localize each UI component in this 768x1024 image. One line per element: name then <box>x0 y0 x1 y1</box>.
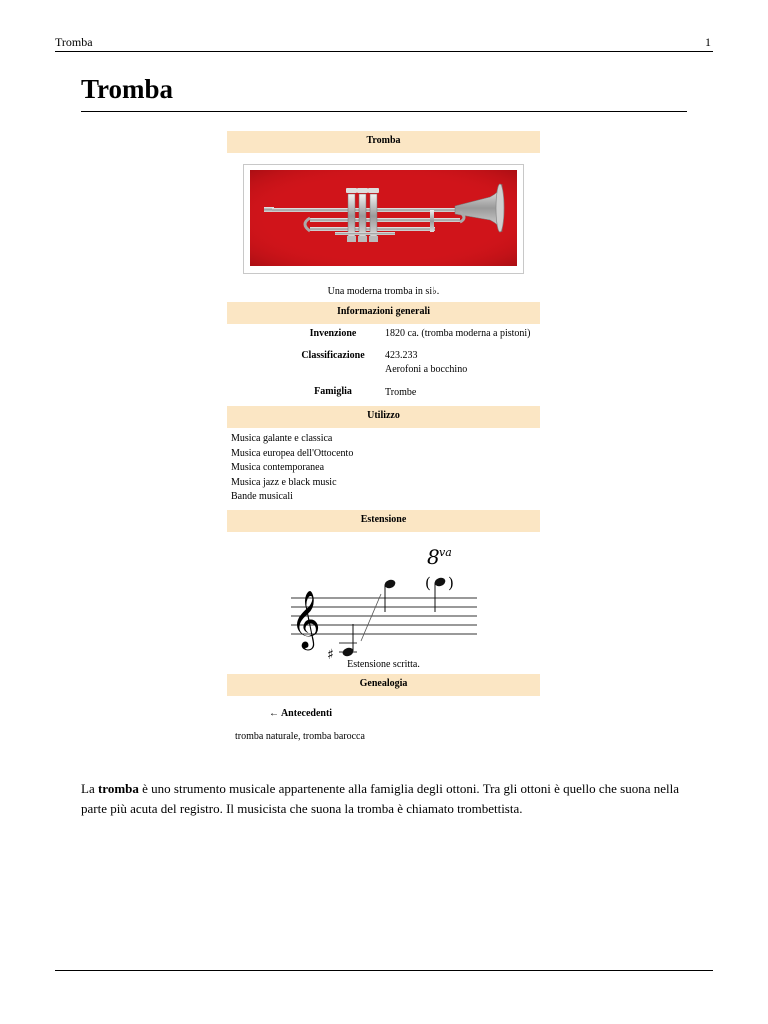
usage-item[interactable]: Musica contemporanea <box>231 462 325 473</box>
usage-list <box>227 428 540 510</box>
left-arrow-icon: ← <box>269 708 279 719</box>
infobox <box>227 131 540 752</box>
classification-code[interactable]: 423.233 <box>385 350 418 361</box>
usage-item[interactable]: Bande musicali <box>231 491 293 502</box>
ottava-mark: 8 <box>427 545 440 569</box>
page-title: Tromba <box>81 74 174 104</box>
running-header <box>55 35 713 52</box>
page-number: 1 <box>705 35 711 49</box>
classification-label: Classificazione <box>301 350 365 361</box>
range-notation <box>227 532 540 670</box>
classification-name[interactable]: Aerofoni a bocchino <box>385 364 468 375</box>
intro-paragraph: La tromba è uno strumento musicale appartenente alla famiglia degli ottoni. Tra gli ottoni è quello che suona nella parte più acuta del registro. Il musicista che suona la tromba è chiamato trombettista. <box>81 781 679 816</box>
antecedents-heading <box>269 708 332 719</box>
range-caption: Estensione scritta. <box>347 659 420 670</box>
footer-divider <box>55 970 713 971</box>
genealogy-header: Genealogia <box>227 674 540 696</box>
image-caption: Una moderna tromba in si♭. <box>327 286 440 297</box>
title-divider <box>81 111 687 112</box>
usage-item[interactable]: Musica europea dell'Ottocento <box>231 447 354 459</box>
svg-text:): ) <box>448 574 454 592</box>
bold-term: tromba <box>97 781 139 796</box>
svg-text:♯: ♯ <box>327 647 334 660</box>
antecedents <box>227 696 540 752</box>
trumpet-image[interactable] <box>243 164 524 274</box>
antecedents-list[interactable]: tromba naturale, tromba barocca <box>235 731 365 742</box>
general-info-header: Informazioni generali <box>227 302 540 324</box>
usage-item[interactable]: Musica jazz e black music <box>231 476 337 488</box>
ottava-sup: va <box>439 546 452 559</box>
row-classification <box>227 346 540 382</box>
usage-item[interactable]: Musica galante e classica <box>231 433 333 444</box>
family-label: Famiglia <box>314 386 352 397</box>
infobox-title: Tromba <box>227 131 540 153</box>
treble-clef-icon: 𝄞 <box>291 590 321 648</box>
antecedents-label: Antecedenti <box>280 708 333 719</box>
row-family <box>227 382 540 406</box>
invention-label: Invenzione <box>309 328 357 339</box>
running-title: Tromba <box>55 35 93 49</box>
trumpet-photo <box>250 170 517 266</box>
music-staff <box>227 532 540 660</box>
svg-text:(: ( <box>425 574 431 592</box>
row-invention <box>227 324 540 346</box>
family-value[interactable]: Trombe <box>385 387 417 398</box>
invention-value: 1820 ca. (tromba moderna a pistoni) <box>385 328 531 339</box>
usage-header: Utilizzo <box>227 406 540 428</box>
range-header: Estensione <box>227 510 540 532</box>
